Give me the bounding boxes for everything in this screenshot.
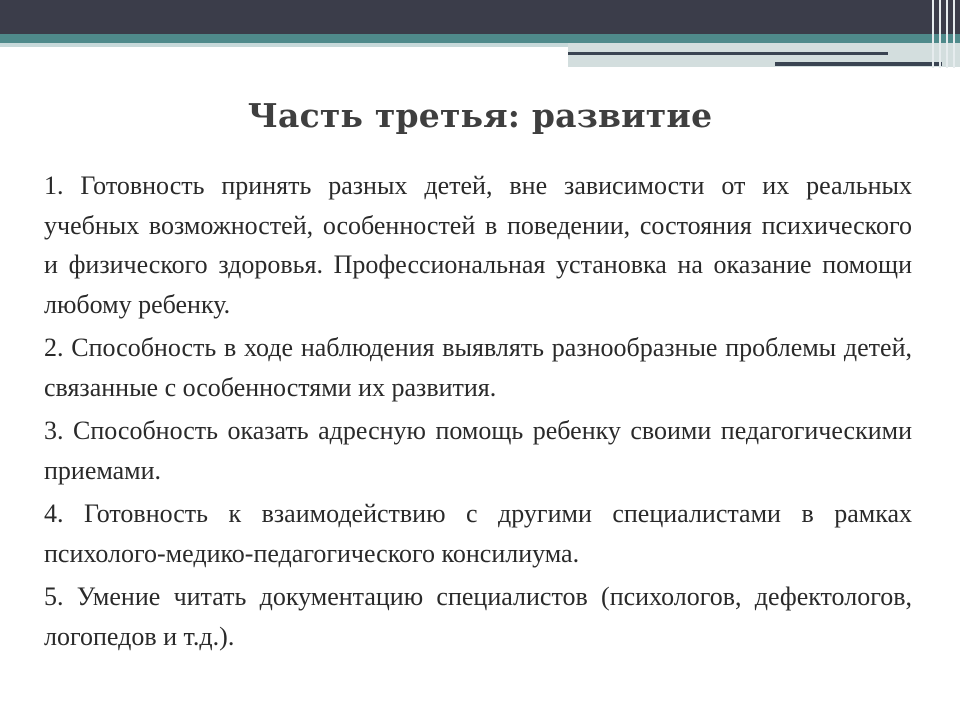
list-item-2: 2. Способность в ходе наблюдения выявлять разнообразные проблемы детей, связанные с особенностями их развития.: [44, 333, 912, 402]
slide-title: Часть третья: развитие: [247, 96, 713, 135]
vertical-line: [939, 0, 941, 68]
header-stripe-lower: [775, 62, 942, 66]
header-dark-band: [0, 0, 960, 34]
header-teal-band: [0, 34, 960, 43]
header-stripe-upper: [568, 52, 888, 55]
header-vertical-lines: [928, 0, 960, 68]
list-item-3: 3. Способность оказать адресную помощь ребенку своими педагогическими приемами.: [44, 416, 912, 485]
list-item-1: 1. Готовность принять разных детей, вне зависимости от их реальных учебных возможностей, особенностей в поведении, состояния психического и физического здоровья. Профессиональная установка на оказание помощи любому ребенку.: [44, 171, 912, 319]
vertical-line: [946, 0, 948, 68]
slide-content: [44, 166, 912, 660]
list-item-4: 4. Готовность к взаимодействию с другими специалистами в рамках психолого-медико-педагогического консилиума.: [44, 499, 912, 568]
list-item-5: 5. Умение читать документацию специалистов (психологов, дефектологов, логопедов и т.д.).: [44, 582, 912, 651]
vertical-line: [953, 0, 955, 68]
vertical-line: [932, 0, 934, 68]
